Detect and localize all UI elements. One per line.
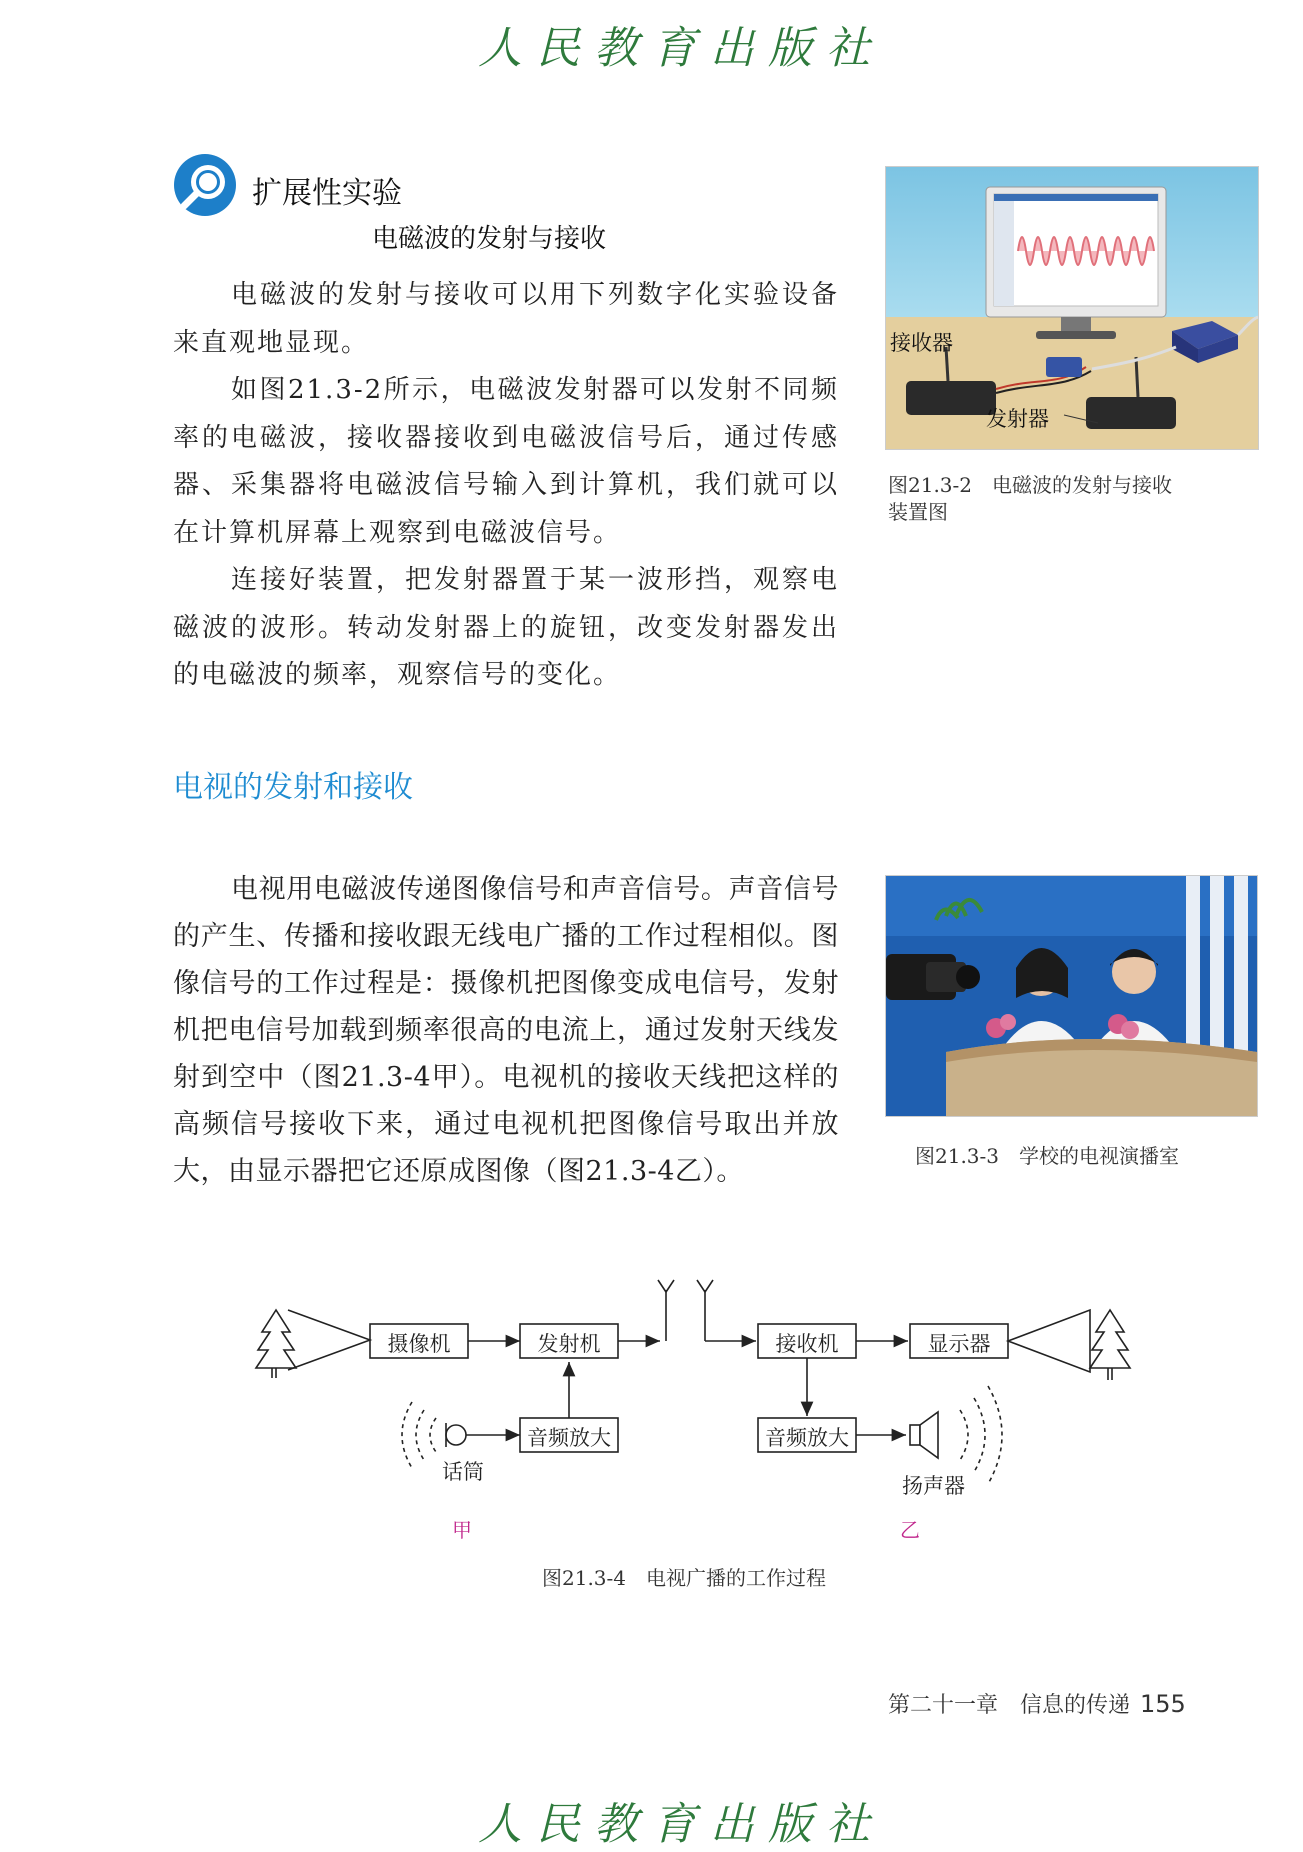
publisher-watermark-bottom: 人民教育出版社	[478, 1799, 884, 1850]
part-b-label: 乙	[900, 1518, 920, 1542]
audio-amp-left-box: 音频放大	[527, 1426, 611, 1450]
diagram-caption: 图21.3-4 电视广播的工作过程	[542, 1566, 827, 1590]
transmitter-box: 发射机	[537, 1332, 601, 1356]
camera-box: 摄像机	[387, 1332, 451, 1356]
section-paragraph: 电视用电磁波传递图像信号和声音信号。声音信号的产生、传播和接收跟无线电广播的工作过程相似。图像信号的工作过程是：摄像机把图像变成电信号，发射机把电信号加载到频率很高的电流上，通过发射天线发射到空中（图21.3-4甲）。电视机的接收天线把这样的高频信号接收下来，通过电视机把图像信号取出并放大，由显示器把它还原成图像（图21.3-4乙）。	[173, 874, 839, 1187]
apparatus-photo	[885, 166, 1259, 450]
speaker-label: 扬声器	[902, 1474, 965, 1498]
tv-broadcast-diagram	[248, 1270, 1148, 1570]
publisher-watermark-top: 人民教育出版社	[478, 23, 884, 74]
figure-2-caption: 图21.3-3 学校的电视演播室	[915, 1144, 1180, 1168]
studio-photo	[885, 875, 1258, 1117]
experiment-paragraph-3: 连接好装置，把发射器置于某一波形挡，观察电磁波的波形。转动发射器上的旋钮，改变发射器发出的电磁波的频率，观察信号的变化。	[173, 565, 839, 690]
figure-1-caption-line2: 装置图	[888, 500, 948, 524]
section-title: 电视的发射和接收	[173, 770, 413, 805]
receiver-box: 接收机	[775, 1332, 839, 1356]
receiver-label: 接收器	[890, 331, 953, 355]
experiment-label: 扩展性实验	[252, 176, 402, 211]
display-box: 显示器	[927, 1332, 991, 1356]
experiment-paragraph-2: 如图21.3-2所示，电磁波发射器可以发射不同频率的电磁波，接收器接收到电磁波信号后，通过传感器、采集器将电磁波信号输入到计算机，我们就可以在计算机屏幕上观察到电磁波信号。	[173, 375, 839, 548]
part-a-label: 甲	[452, 1518, 472, 1542]
magnifier-icon	[172, 152, 238, 218]
experiment-title: 电磁波的发射与接收	[372, 224, 607, 254]
audio-amp-right-box: 音频放大	[765, 1426, 849, 1450]
microphone-label: 话筒	[442, 1460, 484, 1484]
page-number: 155	[1140, 1690, 1186, 1718]
chapter-label: 第二十一章 信息的传递	[888, 1693, 1131, 1718]
transmitter-label: 发射器	[986, 407, 1049, 431]
figure-1-caption-line1: 图21.3-2 电磁波的发射与接收	[888, 473, 1173, 497]
page-footer	[888, 1688, 1186, 1719]
experiment-paragraph-1: 电磁波的发射与接收可以用下列数字化实验设备来直观地显现。	[173, 280, 839, 358]
